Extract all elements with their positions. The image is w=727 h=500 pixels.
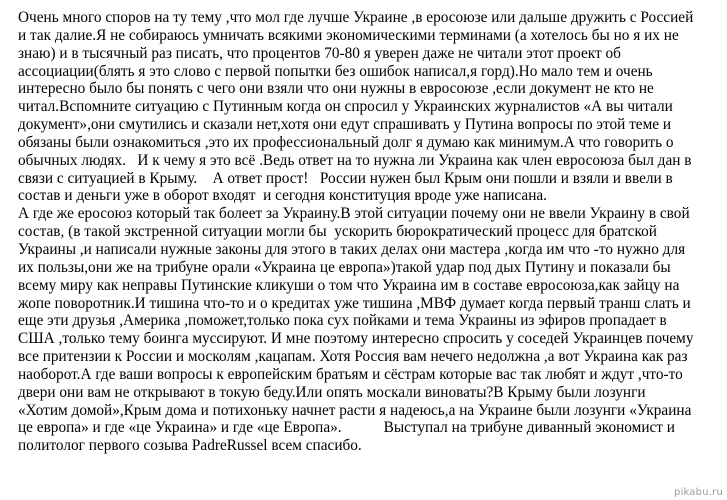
- text-line: знаю) и в тысячный раз писать, что процентов 70-80 я уверен даже не читали этот проект об: [18, 44, 621, 62]
- text-line: все притензии к России и москолям ,кацапам. Хотя Россия вам нечего недолжна ,а вот Украина как раз: [18, 348, 688, 366]
- text-line: двери они вам не открывают в токую беду.Или опять москали виноваты?В Крыму были лозунги: [18, 383, 646, 401]
- text-line: ассоциации(блять я это слово с первой попытки без ошибок написал,я горд).Но мало тем и очень: [18, 62, 653, 80]
- text-line: состав и деньги уже в оборот входят и сегодня конституция вроде уже написана.: [18, 187, 547, 205]
- text-line: А где же еросоюз который так болеет за Украину.В этой ситуации почему они не ввели Украину в свой: [18, 205, 690, 223]
- text-line: жопе поворотник.И тишина что-то и о кредитах уже тишина ,МВФ думает когда первый транш слать и: [18, 294, 691, 312]
- text-line: их пользы,они же на трибуне орали «Украина це европа»)такой удар под дых Путину и показали бы: [18, 258, 671, 276]
- text-line: обязаны были ознакомиться ,это их профессиональный долг я думаю как минимум.А что говорить о: [18, 133, 674, 151]
- text-line: и так далие.Я не собираюсь умничать всякими экономическими терминами (а хотелось бы но я их не: [18, 26, 679, 44]
- text-line: всему миру как неправы Путинские кликуши о том что Украина им в составе евросоюза,как зайцу на: [18, 276, 680, 294]
- text-line: политолог первого созыва PadreRussel всем спасибо.: [18, 437, 362, 455]
- text-line: читал.Вспомните ситуацию с Путинным когда он спросил у Украинских журналистов «А вы читали: [18, 98, 673, 116]
- watermark: pikabu.ru: [674, 487, 723, 498]
- text-line: Украины ,и написали нужные законы для этого в таких делах они мастера ,когда им что -то нужно для: [18, 240, 686, 258]
- text-line: наоборот.А где ваши вопросы к европейским братьям и сёстрам которые вас так любят и ждут ,что-то: [18, 365, 683, 383]
- text-line: еще эти друзья ,Америка ,поможет,только пока сух пойками и тема Украины из эфиров пропадает в: [18, 312, 667, 330]
- text-line: це европа» и где «це Украина» и где «це Европа». Выступал на трибуне диванный экономист и: [18, 419, 675, 437]
- text-line: «Хотим домой»,Крым дома и потихоньку начнет расти я надеюсь,а на Украине были лозунги «Украина: [18, 401, 692, 419]
- text-line: США ,только тему боинга муссируют. И мне поэтому интересно спросить у соседей Украинцев почему: [18, 330, 694, 348]
- text-line: состав, (в такой экстренной ситуации могли бы ускорить бюрократический процесс для братской: [18, 223, 657, 241]
- text-line: связи с ситуацией в Крыму. А ответ прост! России нужен был Крым они пошли и взяли и ввели в: [18, 169, 673, 187]
- text-line: документ»,они смутились и сказали нет,хотя они едут спрашивать у Путина вопросы по этой теме и: [18, 116, 672, 134]
- text-line: обычных людях. И к чему я это всё .Ведь ответ на то нужна ли Украина как член евросоюза был дан в: [18, 151, 692, 169]
- text-line: Очень много споров на ту тему ,что мол где лучше Украине ,в еросоюзе или дальше дружить с Россией: [18, 9, 694, 26]
- document-body: [18, 9, 724, 455]
- text-line: интересно было бы понять с чего они взяли что они нужны в евросоюзе ,если документ не кто не: [18, 80, 654, 98]
